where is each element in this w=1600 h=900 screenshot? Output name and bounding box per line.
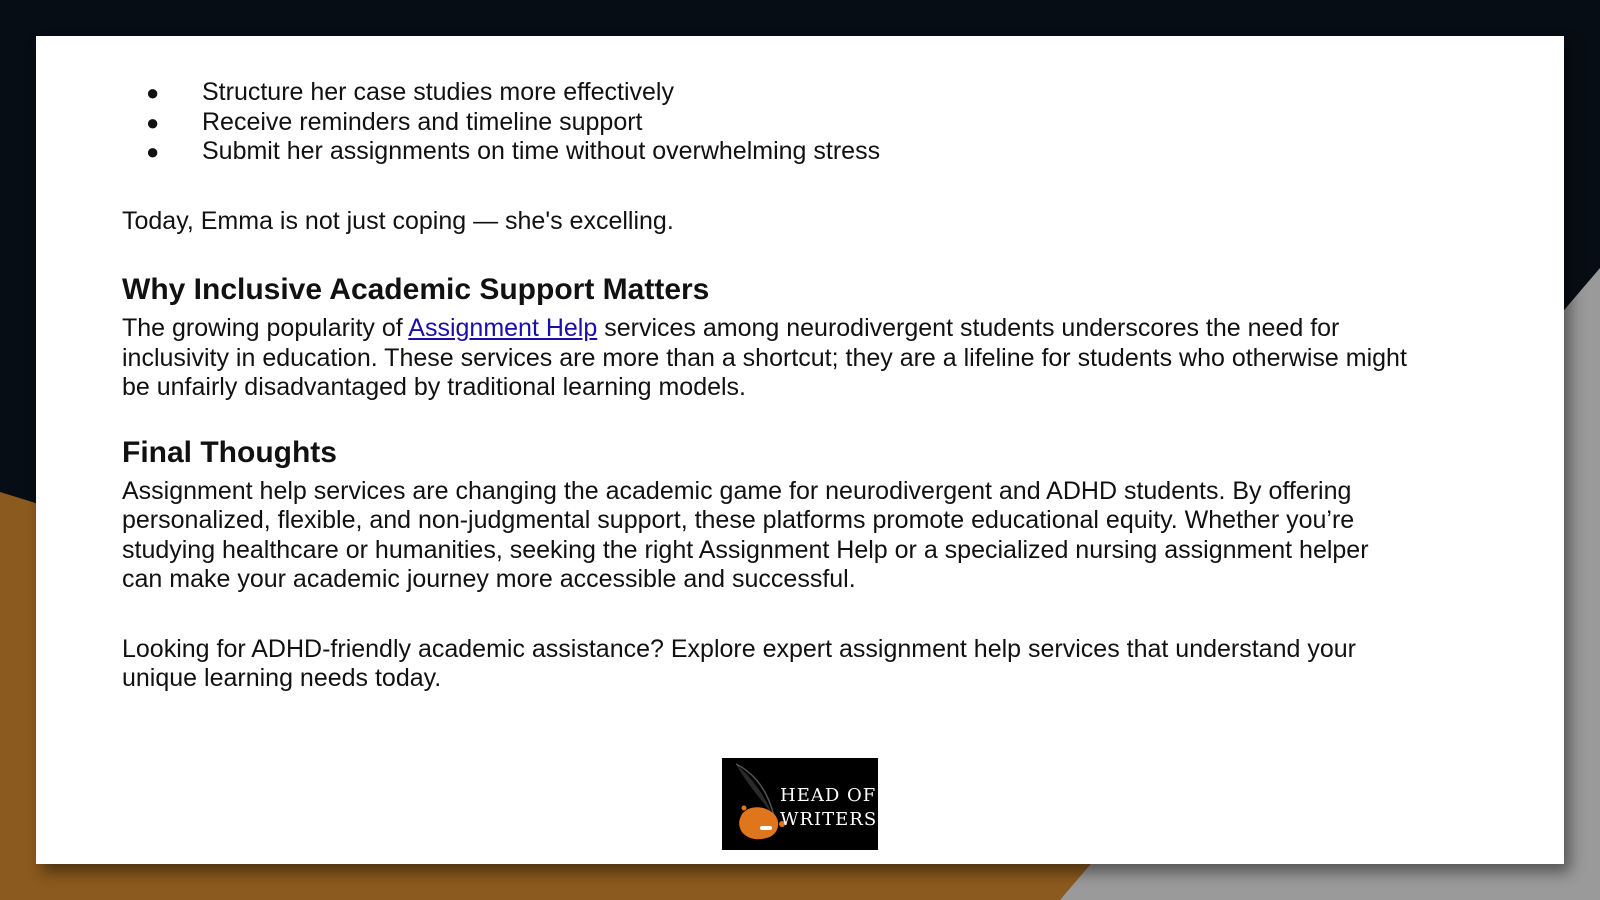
logo-line-2: WRITERS bbox=[780, 809, 878, 830]
document-content bbox=[122, 78, 1412, 694]
bullet-icon: ● bbox=[146, 139, 160, 164]
bullet-list bbox=[122, 78, 1412, 167]
logo-line-1: HEAD OF bbox=[780, 785, 877, 806]
final-paragraph: Assignment help services are changing the academic game for neurodivergent and ADHD students. By offering personalized, flexible, and non-judgmental support, these platforms promote educational equity. Whether you’re studying healthcare or humanities, seeking the right Assignment Help or a specialized nursing assignment helper can make your academic journey more accessible and successful. bbox=[122, 476, 1369, 593]
assignment-help-link[interactable]: Assignment Help bbox=[408, 314, 598, 342]
why-paragraph: The growing popularity of Assignment Help services among neurodivergent students underscores the need for inclusivity in education. These services are more than a shortcut; they are a lifeline for students who otherwise might be unfairly disadvantaged by traditional learning models. bbox=[122, 314, 1407, 401]
head-of-writers-logo bbox=[722, 758, 878, 850]
bullet-icon: ● bbox=[146, 80, 160, 105]
bullet-item: ● Submit her assignments on time without overwhelming stress bbox=[146, 137, 881, 165]
heading-why-inclusive: Why Inclusive Academic Support Matters bbox=[122, 273, 710, 306]
bullet-item: ● Structure her case studies more effectively bbox=[146, 78, 674, 106]
cta-paragraph: Looking for ADHD-friendly academic assistance? Explore expert assignment help services that understand your unique learning needs today. bbox=[122, 634, 1356, 692]
bullet-icon: ● bbox=[146, 109, 160, 135]
heading-final-thoughts: Final Thoughts bbox=[122, 435, 337, 469]
bullet-item: ● Receive reminders and timeline support bbox=[146, 107, 643, 136]
today-paragraph: Today, Emma is not just coping — she's excelling. bbox=[122, 206, 674, 235]
